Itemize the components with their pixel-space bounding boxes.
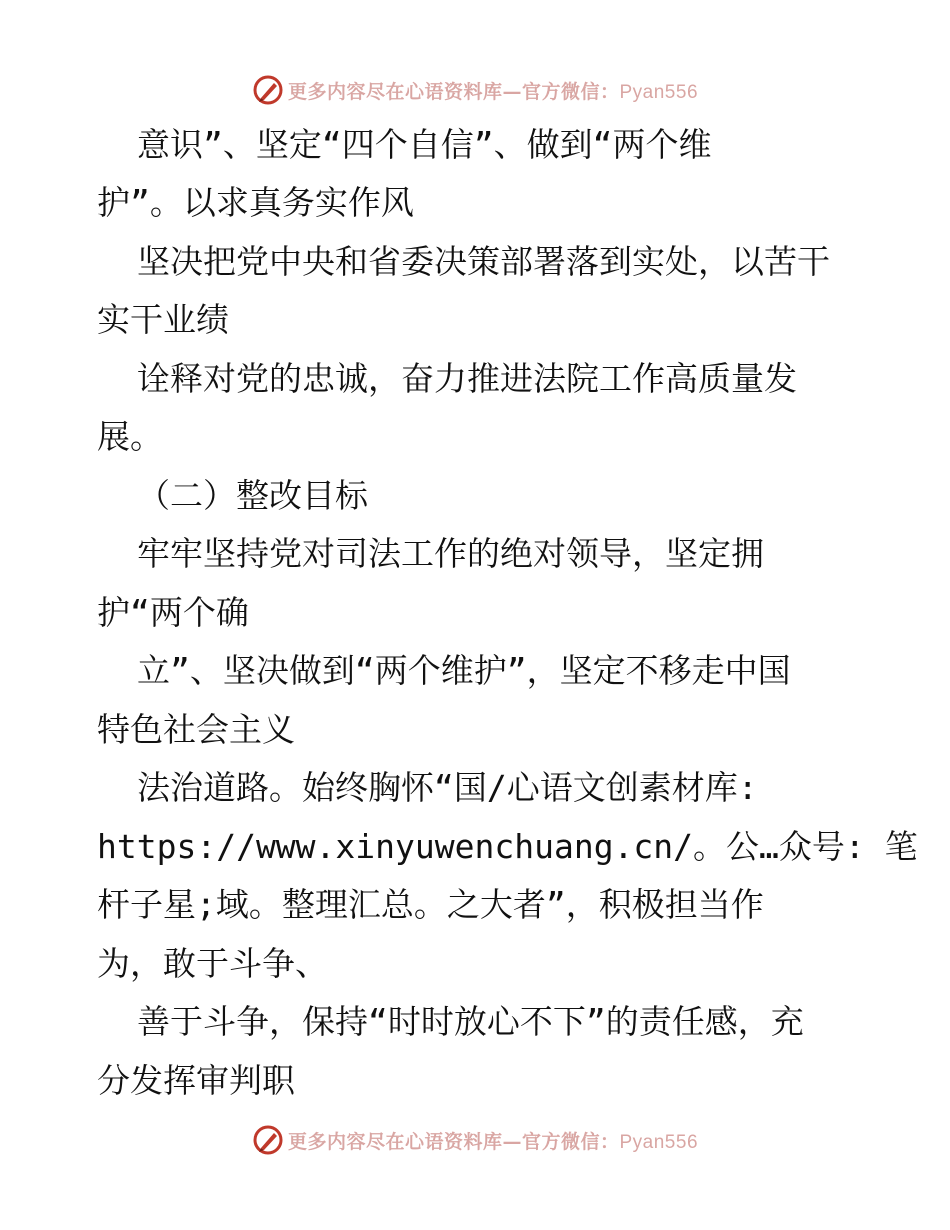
body-line: 意识”、坚定“四个自信”、做到“两个维 — [137, 125, 712, 164]
body-line: 法治道路。始终胸怀“国/心语文创素材库: — [137, 768, 758, 807]
body-line: 护“两个确 — [97, 593, 249, 632]
quill-logo-icon — [252, 74, 284, 106]
body-line: 杆子星;域。整理汇总。之大者”，积极担当作 — [97, 885, 764, 924]
body-line: 实干业绩 — [97, 300, 229, 339]
body-line: https://www.xinyuwenchuang.cn/。公…众号: 笔 — [97, 827, 918, 866]
body-line: 诠释对党的忠诚，奋力推进法院工作高质量发 — [137, 359, 797, 398]
section-heading: （二）整改目标 — [137, 476, 368, 515]
header-banner-text: 更多内容尽在心语资料库—官方微信：Pyan556 — [287, 80, 699, 103]
footer-banner-text: 更多内容尽在心语资料库—官方微信：Pyan556 — [287, 1130, 699, 1153]
footer-banner — [0, 1120, 950, 1160]
body-line: 特色社会主义 — [97, 710, 295, 749]
header-banner — [0, 70, 950, 110]
quill-logo-icon — [252, 1124, 284, 1156]
body-line: 展。 — [97, 417, 163, 456]
body-line: 坚决把党中央和省委决策部署落到实处，以苦干 — [137, 242, 830, 281]
body-line: 护”。以求真务实作风 — [97, 183, 414, 222]
body-line: 立”、坚决做到“两个维护”，坚定不移走中国 — [137, 651, 791, 690]
body-line: 为，敢于斗争、 — [97, 944, 328, 983]
body-line: 分发挥审判职 — [97, 1061, 295, 1100]
body-line: 牢牢坚持党对司法工作的绝对领导，坚定拥 — [137, 534, 764, 573]
body-line: 善于斗争，保持“时时放心不下”的责任感，充 — [137, 1002, 804, 1041]
